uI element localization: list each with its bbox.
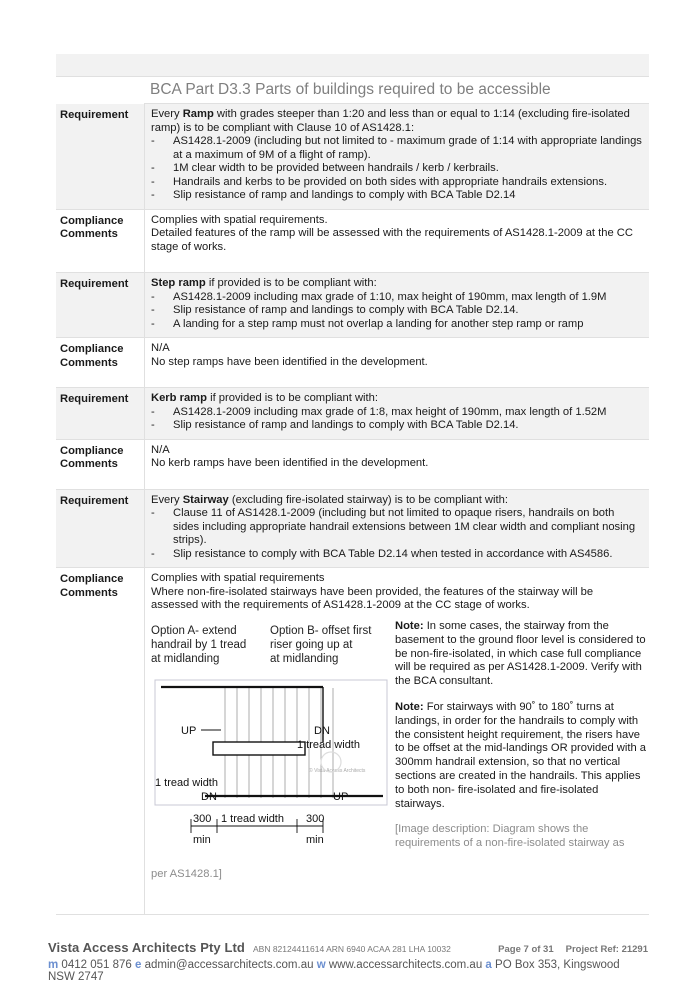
- step-ramp-requirement-text: [144, 273, 649, 337]
- note-1: Note: In some cases, the stairway from the basement to the ground floor level is considered to be non-fire-isolated, in which case full compliance will be required as per AS1428.1-2009. Verify with the BCA consultant.: [395, 620, 646, 688]
- ramp-comment-1: Complies with spatial requirements.: [151, 213, 328, 226]
- note-2: Note: For stairways with 90˚ to 180˚ turns at landings, in order for the handrails to comply with the consistent height requirement, the risers have to be offset at the mid-landings OR provided with a 300mm handrail extension, so that no vertical sections are created in the handrails. This applies to both non- fire-isolated and fire-isolated stairways.: [395, 700, 647, 810]
- image-description: [Image description: Diagram shows the requirements of a non-fire-isolated stairway as: [395, 823, 625, 850]
- step-ramp-req-bold: Step ramp: [151, 277, 206, 289]
- step-ramp-compliance-row: [56, 338, 649, 388]
- ramp-requirement-text: [144, 104, 649, 209]
- list-item: - Slip resistance of ramp and landings to comply with BCA Table D2.14.: [151, 304, 519, 316]
- list-item: - AS1428.1-2009 including max grade of 1:10, max height of 190mm, max length of 1.9M: [151, 290, 607, 303]
- kerb-ramp-comment-1: N/A: [151, 443, 170, 456]
- ramp-req-pre: Every: [151, 108, 183, 120]
- ramp-comment-2: Detailed features of the ramp will be assessed with the requirements of AS1428.1-2009 at the CC stage of works.: [151, 227, 633, 253]
- list-item: - A landing for a step ramp must not overlap a landing for another step ramp or ramp: [151, 317, 584, 330]
- dim-300-right: 300: [306, 813, 325, 825]
- page-footer: [48, 940, 648, 983]
- option-a-line-1: Option A- extend: [151, 625, 237, 637]
- dim-tread-width: 1 tread width: [221, 813, 284, 825]
- dim-min-right: min: [306, 834, 324, 846]
- footer-address: PO Box 353, Kingswood NSW 2747: [48, 959, 620, 983]
- option-a-line-3: at midlanding: [151, 653, 220, 665]
- footer-email[interactable]: admin@accessarchitects.com.au: [141, 959, 317, 971]
- list-item: - 1M clear width to be provided between handrails / kerb / kerbrails.: [151, 162, 499, 174]
- central-wall: [213, 742, 305, 755]
- dim-300-left: 300: [193, 813, 212, 825]
- compliance-label: Compliance Comments: [60, 343, 124, 369]
- dn-top-label: DN: [314, 725, 330, 737]
- stairway-compliance-text: [144, 568, 649, 914]
- ramp-req-bold: Ramp: [182, 108, 214, 120]
- dn-bottom-label: DN: [201, 791, 217, 803]
- table-top-band: [56, 54, 649, 77]
- list-item: - Slip resistance to comply with BCA Table D2.14 when tested in accordance with AS4586.: [151, 547, 613, 560]
- stairway-req-pre: Every: [151, 493, 183, 506]
- requirement-label: Requirement: [60, 109, 129, 121]
- dim-min-left: min: [193, 834, 211, 846]
- option-a-line-2: handrail by 1 tread: [151, 639, 247, 651]
- kerb-ramp-req-post: if provided is to be compliant with:: [206, 392, 378, 404]
- ramp-requirement-row: [56, 104, 649, 210]
- footer-contacts: m 0412 051 876 e admin@accessarchitects.com.au w www.accessarchitects.com.au a PO Box 353, Kingswood NSW 2747: [48, 959, 620, 983]
- kerb-ramp-compliance-row: [56, 440, 649, 490]
- up-bottom-label: UP: [333, 791, 349, 803]
- step-ramp-req-post: if provided is to be compliant with:: [205, 277, 377, 289]
- section-title: BCA Part D3.3 Parts of buildings required to be accessible: [144, 77, 649, 104]
- compliance-label: Compliance Comments: [60, 444, 124, 470]
- step-ramp-requirement-row: [56, 273, 649, 338]
- step-ramp-compliance-text: [144, 338, 649, 387]
- kerb-ramp-requirement-text: [144, 388, 649, 439]
- compliance-label: Compliance Comments: [60, 214, 124, 240]
- option-b-line-3: at midlanding: [270, 653, 339, 665]
- image-description-tail: per AS1428.1]: [151, 868, 222, 880]
- footer-phone: 0412 051 876: [58, 959, 135, 971]
- footer-project-ref: Project Ref: 21291: [565, 944, 648, 955]
- ramp-compliance-row: [56, 210, 649, 274]
- ramp-compliance-text: [144, 210, 649, 273]
- tread-width-left-label: 1 tread width: [155, 777, 218, 789]
- kerb-ramp-req-bold: Kerb ramp: [151, 392, 207, 404]
- list-item: - Slip resistance of ramp and landings to comply with BCA Table D2.14.: [151, 419, 519, 431]
- stairway-compliance-row: [56, 568, 649, 915]
- list-item: - Clause 11 of AS1428.1-2009 (including but not limited to opaque risers, handrails on both sides including appropriate handrail extensions between 1M clear width and compliant nosing strips).: [151, 507, 636, 546]
- stairway-comment-2: Where non-fire-isolated stairways have been provided, the features of the stairway will be assessed with the requirements of AS1428.1-2009 at the CC stage of works.: [151, 585, 594, 611]
- requirement-label: Requirement: [60, 494, 129, 507]
- step-ramp-comment-2: No step ramps have been identified in the development.: [151, 355, 428, 368]
- requirement-label: Requirement: [60, 278, 129, 290]
- kerb-ramp-comment-2: No kerb ramps have been identified in the development.: [151, 457, 429, 469]
- compliance-label: Compliance Comments: [60, 573, 124, 599]
- footer-page-number: Page 7 of 31: [498, 944, 554, 955]
- footer-website[interactable]: www.accessarchitects.com.au: [325, 959, 486, 971]
- accessibility-table: [56, 54, 649, 915]
- list-item: - Slip resistance of ramp and landings to comply with BCA Table D2.14: [151, 189, 516, 201]
- list-item: - AS1428.1-2009 (including but not limited to - maximum grade of 1:14 with appropriate landings at a maximum of 9M of a flight of ramp).: [151, 135, 642, 161]
- stairway-requirement-text: [144, 490, 649, 568]
- kerb-ramp-compliance-text: [144, 440, 649, 489]
- stairway-diagram-svg: [151, 622, 389, 856]
- ramp-req-post: with grades steeper than 1:20 and less than or equal to 1:14 (excluding fire-isolated ramp) is to be compliant with Clause 10 of AS1428.1:: [151, 108, 630, 134]
- stairway-comment-1: Complies with spatial requirements: [151, 572, 325, 584]
- footer-registration: ABN 82124411614 ARN 6940 ACAA 281 LHA 10032: [252, 944, 451, 954]
- footer-company: Vista Access Architects Pty Ltd: [48, 940, 245, 955]
- tread-width-right-label: 1 tread width: [297, 739, 360, 751]
- up-top-label: UP: [181, 725, 197, 737]
- stairway-req-bold: Stairway: [182, 493, 229, 506]
- stairway-diagram: [151, 622, 389, 856]
- stairway-req-post: (excluding fire-isolated stairway) is to be compliant with:: [228, 493, 508, 506]
- option-b-line-2: riser going up at: [270, 639, 353, 651]
- notes-column: [395, 620, 647, 863]
- step-ramp-comment-1: N/A: [151, 342, 170, 354]
- kerb-ramp-requirement-row: [56, 388, 649, 440]
- stairway-requirement-row: [56, 490, 649, 569]
- watermark-text: © Vista Access Architects: [309, 768, 366, 774]
- requirement-label: Requirement: [60, 393, 129, 405]
- list-item: - Handrails and kerbs to be provided on both sides with appropriate handrails extensions.: [151, 175, 608, 188]
- list-item: - AS1428.1-2009 including max grade of 1:8, max height of 190mm, max length of 1.52M: [151, 405, 607, 418]
- option-b-line-1: Option B- offset first: [270, 625, 372, 637]
